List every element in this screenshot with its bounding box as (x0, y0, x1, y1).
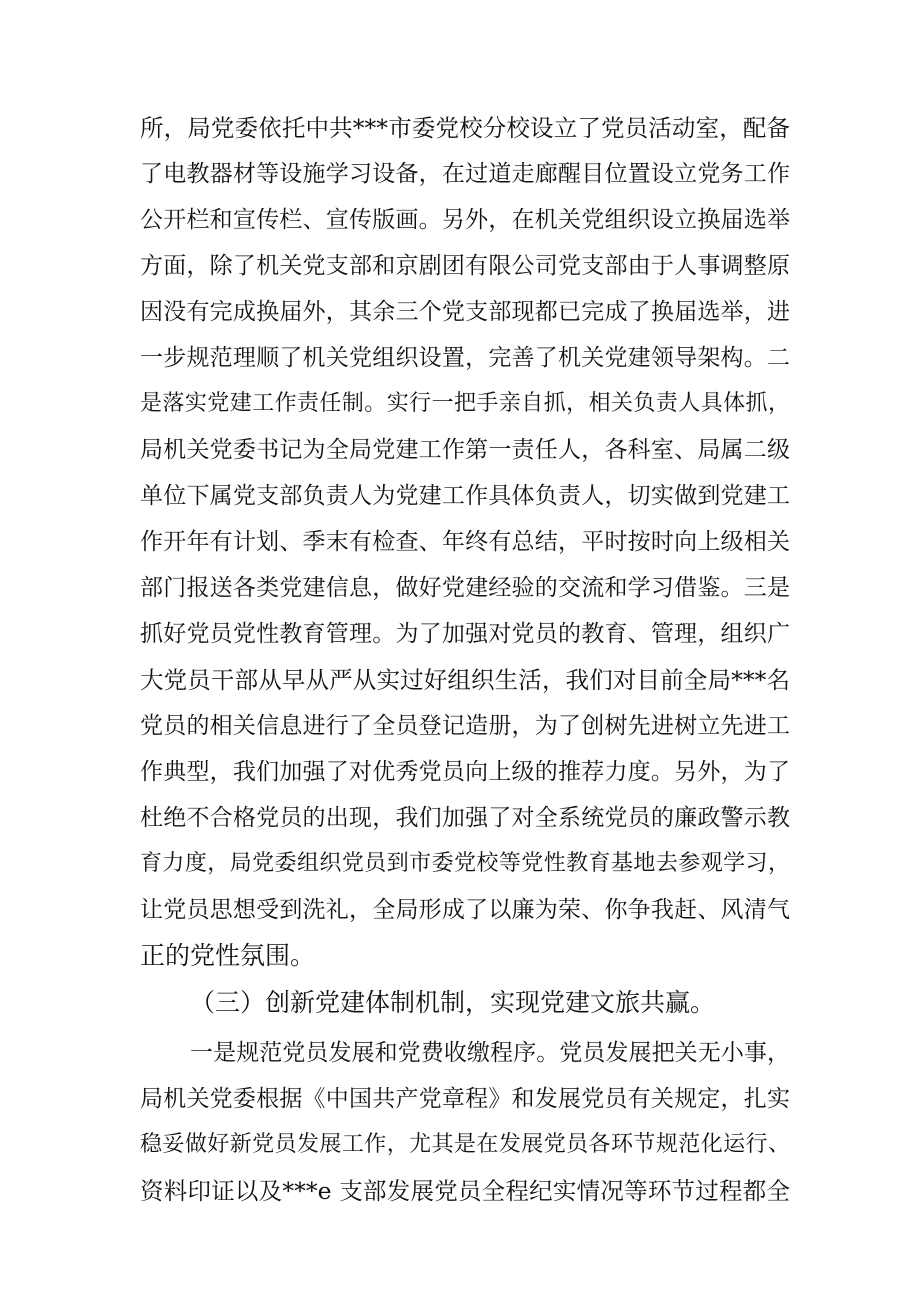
text-line: 抓好党员党性教育管理。为了加强对党员的教育、管理，组织广 (140, 621, 790, 647)
text-line: 是落实党建工作责任制。实行一把手亲自抓，相关负责人具体抓， (140, 391, 790, 416)
text-line: 稳妥做好新党员发展工作，尤其是在发展党员各环节规范化运行、 (140, 1132, 790, 1157)
text-line: 大党员干部从早从严从实过好组织生活，我们对目前全局***名 (140, 666, 790, 694)
paragraph-first-line: 一是规范党员发展和党费收缴程序。党员发展把关无小事， (190, 1040, 790, 1066)
text-line: 作开年有计划、季末有检查、年终有总结，平时按时向上级相关 (140, 529, 790, 555)
text-line: 党员的相关信息进行了全员登记造册，为了创树先进树立先进工 (140, 713, 790, 739)
text-line: 了电教器材等设施学习设备，在过道走廊醒目位置设立党务工作 (140, 161, 790, 187)
text-line: 杜绝不合格党员的出现，我们加强了对全系统党员的廉政警示教 (140, 805, 790, 831)
text-line: 资料印证以及***e 支部发展党员全程纪实情况等环节过程都全 (140, 1177, 790, 1205)
text-line: 所，局党委依托中共***市委党校分校设立了党员活动室，配备 (140, 114, 790, 142)
text-line: 部门报送各类党建信息，做好党建经验的交流和学习借鉴。三是 (140, 575, 790, 601)
text-line: 因没有完成换届外，其余三个党支部现都已完成了换届选举，进 (140, 299, 790, 325)
text-line: 一步规范理顺了机关党组织设置，完善了机关党建领导架构。二 (140, 345, 790, 371)
text-line: 育力度，局党委组织党员到市委党校等党性教育基地去参观学习， (140, 851, 790, 876)
text-line: 局机关党委书记为全局党建工作第一责任人，各科室、局属二级 (140, 437, 790, 463)
text-line: 方面，除了机关党支部和京剧团有限公司党支部由于人事调整原 (140, 253, 790, 279)
text-line: 单位下属党支部负责人为党建工作具体负责人，切实做到党建工 (140, 483, 790, 509)
text-line: 让党员思想受到洗礼，全局形成了以廉为荣、你争我赶、风清气 (140, 897, 790, 923)
text-line: 作典型，我们加强了对优秀党员向上级的推荐力度。另外，为了 (140, 759, 790, 785)
text-line: 局机关党委根据《中国共产党章程》和发展党员有关规定，扎实 (140, 1086, 790, 1112)
text-line: 正的党性氛围。 (140, 941, 316, 970)
section-heading: （三）创新党建体制机制，实现党建文旅共赢。 (190, 988, 716, 1017)
text-line: 公开栏和宣传栏、宣传版画。另外，在机关党组织设立换届选举 (140, 207, 790, 233)
